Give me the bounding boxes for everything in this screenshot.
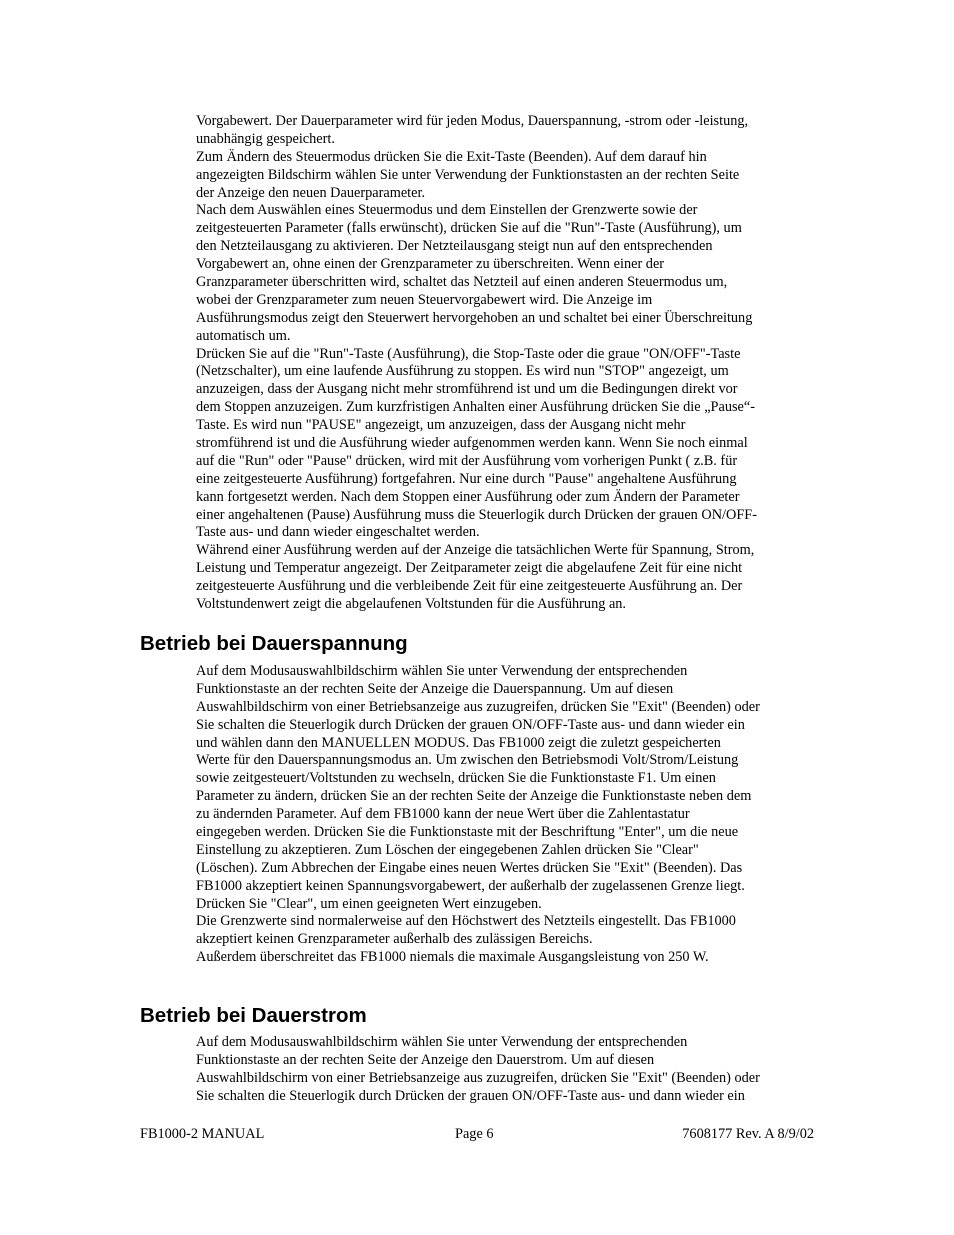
text-line: anzuzeigen, dass der Ausgang nicht mehr stromführend ist und um die Bedingungen direkt vor	[196, 381, 738, 398]
intro-paragraphs	[196, 113, 816, 614]
text-line: eingegeben werden. Drücken Sie die Funktionstaste mit der Beschriftung "Enter", um die neue	[196, 824, 739, 841]
text-line: einer angehaltenen (Pause) Ausführung muss die Steuerlogik durch Drücken der grauen ON/OFF-	[196, 506, 758, 523]
text-line: Während einer Ausführung werden auf der Anzeige die tatsächlichen Werte für Spannung, Strom,	[196, 542, 755, 559]
text-line: Drücken Sie auf die "Run"-Taste (Ausführung), die Stop-Taste oder die graue "ON/OFF"-Taste	[196, 345, 741, 362]
text-line: angezeigten Bildschirm wählen Sie unter Verwendung der Funktionstasten an der rechten Seite	[196, 166, 740, 183]
text-line: Ausführungsmodus zeigt den Steuerwert hervorgehoben an und schaltet bei einer Überschreitung	[196, 309, 753, 326]
text-line: sowie zeitgesteuert/Voltstunden zu wechseln, drücken Sie die Funktionstaste F1. Um einen	[196, 770, 716, 787]
text-line: eine zeitgesteuerte Ausführung) fortgefahren. Nur eine durch "Pause" angehaltene Ausführung	[196, 470, 737, 487]
section-heading-dauerstrom: Betrieb bei Dauerstrom	[140, 1004, 367, 1027]
text-line: Parameter zu ändern, drücken Sie an der rechten Seite der Anzeige die Funktionstaste neben dem	[196, 788, 752, 805]
text-line: Vorgabewert an, ohne einen der Grenzparameter zu überschreiten. Wenn einer der	[196, 256, 665, 273]
text-line: stromführend ist und die Ausführung wieder aufgenommen werden kann. Wenn Sie noch einmal	[196, 435, 748, 452]
section-body-dauerstrom	[196, 1034, 816, 1106]
text-line: Werte für den Dauerspannungsmodus an. Um zwischen den Betriebsmodi Volt/Strom/Leistung	[196, 752, 739, 769]
text-line: Sie schalten die Steuerlogik durch Drücken der grauen ON/OFF-Taste aus- und dann wieder ein	[196, 1087, 745, 1104]
text-line: zu ändernden Parameter. Auf dem FB1000 kann der neue Wert über die Zahlentastatur	[196, 806, 690, 823]
text-line: auf die "Run" oder "Pause" drücken, wird mit der Ausführung vom vorherigen Punkt ( z.B. für	[196, 452, 738, 469]
text-line: wobei der Grenzparameter zum neuen Steuervorgabewert wird. Die Anzeige im	[196, 291, 653, 308]
text-line: Taste. Es wird nun "PAUSE" angezeigt, um anzuzeigen, dass der Ausgang nicht mehr	[196, 417, 686, 434]
text-line: der Anzeige den neuen Dauerparameter.	[196, 184, 426, 201]
text-line: Zum Ändern des Steuermodus drücken Sie die Exit-Taste (Beenden). Auf dem darauf hin	[196, 148, 707, 165]
section-body-dauerspannung	[196, 663, 816, 967]
text-line: dem Stoppen anzuzeigen. Zum kurzfristigen Anhalten einer Ausführung drücken Sie die „Pause“-	[196, 399, 756, 416]
text-line: Einstellung zu akzeptieren. Zum Löschen der eingegebenen Zahlen drücken Sie "Clear"	[196, 841, 699, 858]
text-line: den Netzteilausgang zu aktivieren. Der Netzteilausgang steigt nun auf den entsprechenden	[196, 238, 713, 255]
footer-manual-title: FB1000-2 MANUAL	[140, 1126, 265, 1142]
text-line: Auswahlbildschirm von einer Betriebsanzeige aus zuzugreifen, drücken Sie "Exit" (Beenden) oder	[196, 1069, 760, 1086]
footer-revision: 7608177 Rev. A 8/9/02	[682, 1126, 814, 1142]
text-line: (Löschen). Zum Abbrechen der Eingabe eines neuen Wertes drücken Sie "Exit" (Beenden). Das	[196, 859, 743, 876]
text-line: automatisch um.	[196, 327, 291, 344]
text-line: Außerdem überschreitet das FB1000 niemals die maximale Ausgangsleistung von 250 W.	[196, 949, 709, 966]
text-line: Voltstundenwert zeigt die abgelaufenen Voltstunden für die Ausführung an.	[196, 596, 627, 613]
text-line: Sie schalten die Steuerlogik durch Drücken der grauen ON/OFF-Taste aus- und dann wieder ein	[196, 716, 745, 733]
text-line: unabhängig gespeichert.	[196, 130, 335, 147]
text-line: Auf dem Modusauswahlbildschirm wählen Sie unter Verwendung der entsprechenden	[196, 1034, 688, 1050]
text-line: Nach dem Auswählen eines Steuermodus und dem Einstellen der Grenzwerte sowie der	[196, 202, 698, 219]
text-line: FB1000 akzeptiert keinen Spannungsvorgabewert, der außerhalb der zugelassenen Grenze liegt.	[196, 877, 745, 894]
text-line: Funktionstaste an der rechten Seite der Anzeige den Dauerstrom. Um auf diesen	[196, 1051, 655, 1068]
text-line: akzeptiert keinen Grenzparameter außerhalb des zulässigen Bereichs.	[196, 931, 593, 948]
text-line: Funktionstaste an der rechten Seite der Anzeige die Dauerspannung. Um auf diesen	[196, 680, 674, 697]
footer-page-number: Page 6	[455, 1126, 494, 1142]
text-line: zeitgesteuerten Parameter (falls erwünscht), drücken Sie auf die "Run"-Taste (Ausführung), um	[196, 220, 742, 237]
text-line: Granzparameter überschritten wird, schaltet das Netzteil auf einen anderen Steuermodus um,	[196, 274, 728, 291]
text-line: Taste aus- und dann wieder eingeschaltet werden.	[196, 524, 480, 541]
text-line: (Netzschalter), um eine laufende Ausführung zu stoppen. Es wird nun "STOP" angezeigt, um	[196, 363, 729, 380]
section-heading-dauerspannung: Betrieb bei Dauerspannung	[140, 632, 408, 655]
text-line: Vorgabewert. Der Dauerparameter wird für jeden Modus, Dauerspannung, -strom oder -leistung,	[196, 113, 749, 129]
text-line: Leistung und Temperatur angezeigt. Der Zeitparameter zeigt die abgelaufene Zeit für eine nicht	[196, 560, 743, 577]
text-line: und wählen dann den MANUELLEN MODUS. Das FB1000 zeigt die zuletzt gespeicherten	[196, 734, 721, 751]
text-line: Auf dem Modusauswahlbildschirm wählen Sie unter Verwendung der entsprechenden	[196, 663, 688, 679]
text-line: Drücken Sie "Clear", um einen geeigneten Wert einzugeben.	[196, 895, 542, 912]
text-line: zeitgesteuerte Ausführung und die verbleibende Zeit für eine zeitgesteuerte Ausführung an. Der	[196, 578, 743, 595]
text-line: Die Grenzwerte sind normalerweise auf den Höchstwert des Netzteils eingestellt. Das FB1000	[196, 913, 736, 930]
text-line: Auswahlbildschirm von einer Betriebsanzeige aus zuzugreifen, drücken Sie "Exit" (Beenden) oder	[196, 698, 760, 715]
text-line: kann fortgesetzt werden. Nach dem Stoppen einer Ausführung oder zum Ändern der Parameter	[196, 488, 740, 505]
